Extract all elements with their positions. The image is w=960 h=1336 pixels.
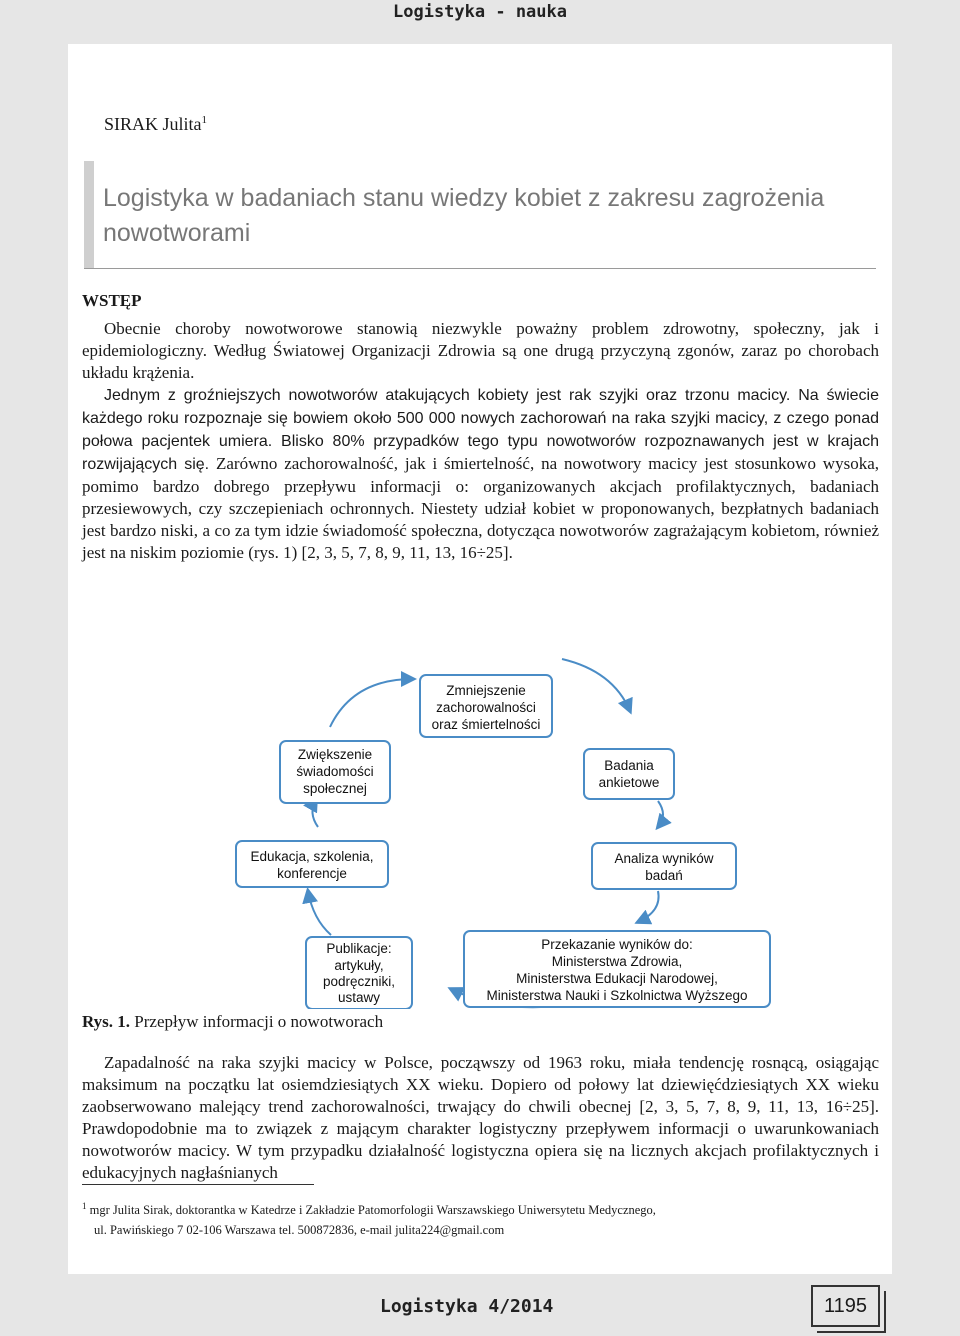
box-right-bottom — [464, 931, 770, 1007]
arrow-left-bottom-to-left-mid — [308, 891, 331, 935]
box-right-top-line-1: Badania — [604, 758, 654, 773]
box-left-mid — [236, 841, 388, 887]
intro-text — [82, 318, 879, 564]
box-top — [420, 675, 552, 737]
box-right-bottom-line-4: Ministerstwa Nauki i Szkolnictwa Wyższego — [486, 988, 748, 1003]
box-top-line-2: zachorowalności — [436, 700, 536, 715]
box-left-mid-line-2: konferencje — [277, 866, 347, 881]
box-left-bottom-line-3: podręczniki, — [322, 974, 396, 989]
footnote-divider — [82, 1184, 314, 1185]
figure-caption-label: Rys. 1. — [82, 1012, 131, 1031]
box-top-line-3: oraz śmiertelności — [431, 717, 541, 732]
box-left-top-line-2: świadomości — [296, 764, 374, 779]
information-flow-diagram — [68, 619, 892, 1009]
page-number: 1195 — [811, 1285, 880, 1327]
box-left-top-line-1: Zwiększenie — [297, 747, 373, 762]
box-right-mid-line-2: badań — [645, 868, 683, 883]
author-footnote-mark: 1 — [201, 114, 208, 126]
author-name: SIRAK Julita — [104, 114, 202, 134]
box-right-mid-line-1: Analiza wyników — [614, 851, 714, 866]
arrow-left-top-to-top — [330, 679, 413, 727]
box-left-bottom-line-2: artykuły, — [334, 958, 384, 973]
footnote-line-2: ul. Pawińskiego 7 02-106 Warszawa tel. 500872836, e-mail julita224@gmail.com — [94, 1223, 505, 1238]
box-left-bottom — [306, 937, 412, 1009]
arrow-right-top-to-right-mid — [658, 801, 663, 827]
figure-caption — [82, 1012, 383, 1032]
box-top-line-1: Zmniejszenie — [446, 683, 526, 698]
intro-paragraph-2-serif: Zarówno zachorowalność, jak i śmiertelność, na nowotwory macicy jest stosunkowo wysoka, pomimo bardzo dobrego przepływu informacji o: organizowanych akcjach profilaktycznych, badaniach przesiewowych, czy szczepieniach ochronnych. Niestety udział kobiet w proponowanych, bezpłatnych badaniach jest bardzo niski, a co za tym idzie świadomość społeczna, dotycząca nowotworów zagrażającym kobietom, również jest na niskim poziomie (rys. 1) [2, 3, 5, 7, 8, 9, 11, 13, 16÷25]. — [82, 454, 879, 562]
footer-journal-name: Logistyka 4/2014 — [380, 1296, 554, 1317]
arrow-top-to-right — [562, 659, 630, 711]
paper-page — [68, 44, 892, 1274]
author-line — [104, 114, 207, 135]
journal-header: Logistyka - nauka — [393, 2, 567, 22]
box-right-top — [584, 749, 674, 799]
box-left-top-line-3: społecznej — [303, 781, 367, 796]
box-right-mid — [592, 843, 736, 889]
box-left-bottom-line-4: ustawy — [337, 990, 381, 1005]
title-accent-bar — [84, 161, 94, 268]
paper-title: Logistyka w badaniach stanu wiedzy kobiet z zakresu zagrożenia nowotworami — [103, 184, 825, 247]
intro-paragraph-2 — [82, 384, 879, 564]
section-heading: WSTĘP — [82, 291, 142, 310]
footnote-line-1: mgr Julita Sirak, doktorantka w Katedrze i Zakładzie Patomorfologii Warszawskiego Uniwersytetu Medycznego, — [86, 1203, 656, 1218]
box-left-mid-line-1: Edukacja, szkolenia, — [250, 849, 374, 864]
arrow-right-mid-to-right-bottom — [638, 891, 659, 922]
box-right-bottom-line-3: Ministerstwa Edukacji Narodowej, — [516, 971, 718, 986]
box-left-top — [280, 741, 390, 803]
intro-paragraph-2-sans: Jednym z groźniejszych nowotworów atakujących kobiety jest rak szyjki oraz trzonu macicy. Na świecie każdego roku rozpoznaje się bowiem około 500 000 nowych zachorowań na raka szyjki macicy, z czego ponad połowa pacjentek umiera. Blisko 80% przypadków tego typu nowotworów rozpoznawanych jest w krajach rozwijających się. — [82, 387, 879, 473]
footnote-mark: 1 — [82, 1201, 87, 1211]
box-right-bottom-line-2: Ministerstwa Zdrowia, — [551, 954, 683, 969]
title-block — [84, 161, 876, 269]
body-paragraph-3: Zapadalność na raka szyjki macicy w Polsce, począwszy od 1963 roku, miała tendencję rosnącą, osiągając maksimum na początku lat osiemdziesiątych XX wieku. Dopiero od połowy lat dziewięćdziesiątych XX wieku zaobserwowano malejący trend zachorowalności, trwający do chwili obecnej [2, 3, 5, 7, 8, 9, 11, 13, 16÷25]. Prawdopodobnie ma to związek z mającym charakter logistyczny przepływem informacji o uwarunkowaniach nowotworów macicy. W tym przypadku działalność logistyczna opiera się na licznych akcjach profilaktycznych i edukacyjnych nagłaśnianych — [82, 1053, 879, 1182]
body-text — [82, 1052, 879, 1184]
figure-caption-text: Przepływ informacji o nowotworach — [130, 1012, 384, 1031]
box-right-top-line-2: ankietowe — [598, 775, 660, 790]
footnote — [82, 1196, 879, 1240]
box-left-bottom-line-1: Publikacje: — [326, 941, 392, 956]
intro-paragraph-1: Obecnie choroby nowotworowe stanowią niezwykle poważny problem zdrowotny, społeczny, jak i epidemiologiczny. Według Światowej Organizacji Zdrowia są one drugą przyczyną zgonów, zaraz po chorobach układu krążenia. — [82, 319, 879, 382]
box-right-bottom-line-1: Przekazanie wyników do: — [541, 937, 693, 952]
